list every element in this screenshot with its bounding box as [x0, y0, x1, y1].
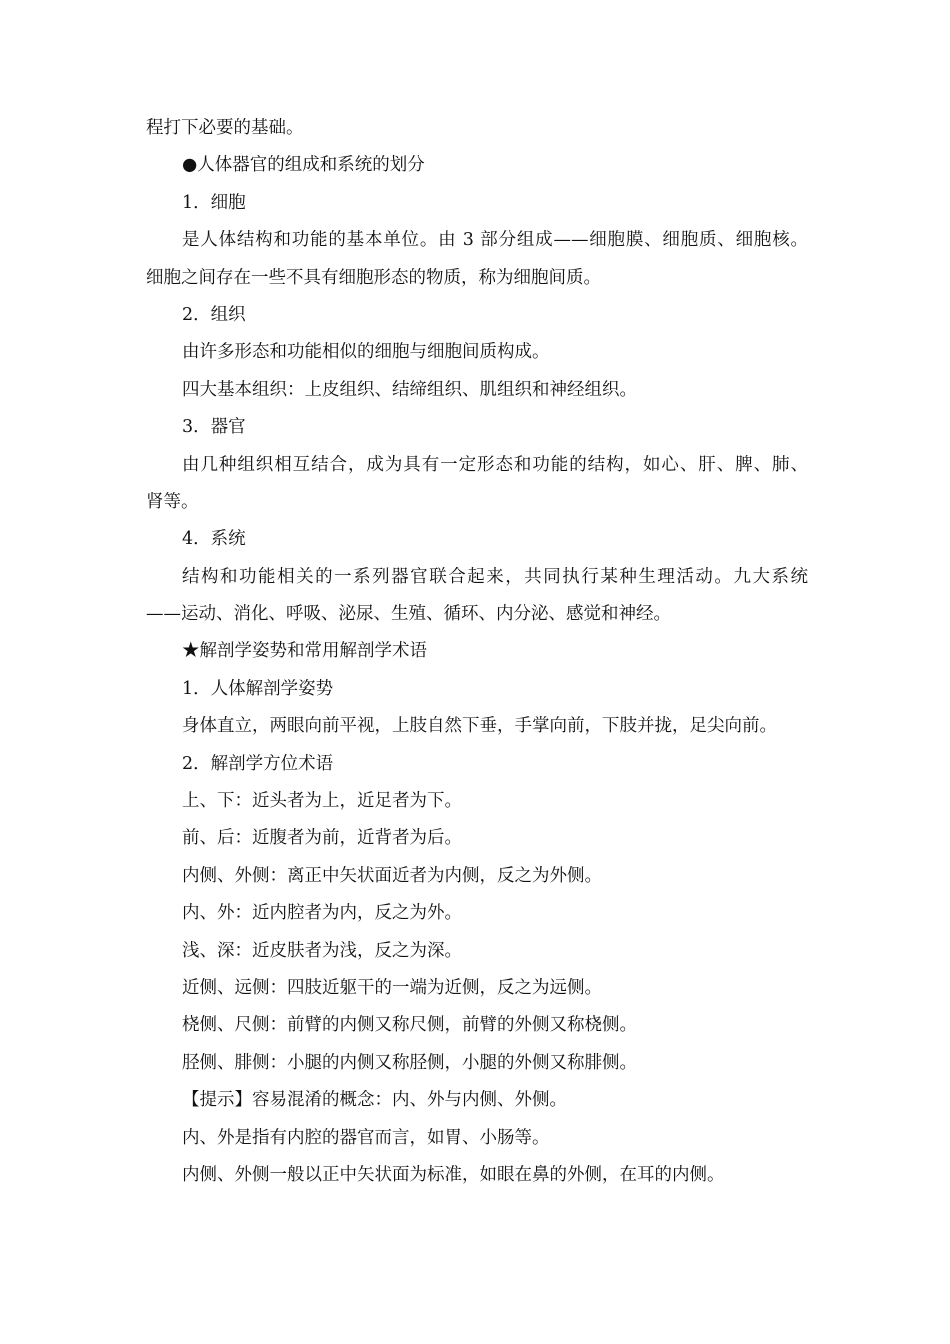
subheading-directional-terms: 2．解剖学方位术语	[182, 753, 334, 774]
paragraph-line: 内侧、外侧一般以正中矢状面为标准，如眼在鼻的外侧，在耳的内侧。	[182, 1164, 725, 1185]
paragraph-line: 是人体结构和功能的基本单位。由 3 部分组成——细胞膜、细胞质、细胞核。	[182, 230, 808, 251]
term-definition: 浅、深：近皮肤者为浅，反之为深。	[182, 940, 462, 961]
paragraph-line: 四大基本组织：上皮组织、结缔组织、肌组织和神经组织。	[182, 379, 637, 400]
subheading-anatomical-position: 1．人体解剖学姿势	[182, 678, 334, 699]
term-definition: 桡侧、尺侧：前臂的内侧又称尺侧，前臂的外侧又称桡侧。	[182, 1015, 637, 1036]
tip-note: 【提示】容易混淆的概念：内、外与内侧、外侧。	[182, 1090, 567, 1111]
paragraph-line: 肾等。	[146, 491, 199, 512]
paragraph-line: 由许多形态和功能相似的细胞与细胞间质构成。	[182, 342, 550, 363]
paragraph-line: 身体直立，两眼向前平视，上肢自然下垂，手掌向前，下肢并拢，足尖向前。	[182, 716, 777, 737]
term-definition: 近侧、远侧：四肢近躯干的一端为近侧，反之为远侧。	[182, 977, 602, 998]
term-definition: 上、下：近头者为上，近足者为下。	[182, 791, 462, 812]
subheading-organ: 3．器官	[182, 417, 246, 438]
term-definition: 胫侧、腓侧：小腿的内侧又称胫侧，小腿的外侧又称腓侧。	[182, 1052, 637, 1073]
paragraph-line: 结构和功能相关的一系列器官联合起来，共同执行某种生理活动。九大系统	[182, 566, 808, 587]
paragraph-line: 由几种组织相互结合，成为具有一定形态和功能的结构，如心、肝、脾、肺、	[182, 454, 808, 475]
term-definition: 前、后：近腹者为前，近背者为后。	[182, 828, 462, 849]
paragraph-line: 细胞之间存在一些不具有细胞形态的物质，称为细胞间质。	[146, 267, 601, 288]
paragraph-line: ——运动、消化、呼吸、泌尿、生殖、循环、内分泌、感觉和神经。	[146, 604, 671, 625]
term-definition: 内、外：近内腔者为内，反之为外。	[182, 903, 462, 924]
term-definition: 内侧、外侧：离正中矢状面近者为内侧，反之为外侧。	[182, 865, 602, 886]
subheading-system: 4．系统	[182, 529, 246, 550]
section-heading-anatomical-position: ★解剖学姿势和常用解剖学术语	[182, 641, 427, 662]
subheading-cell: 1．细胞	[182, 192, 246, 213]
document-page	[146, 110, 808, 1194]
paragraph-line: 内、外是指有内腔的器官而言，如胃、小肠等。	[182, 1127, 550, 1148]
section-heading-organ-composition: ●人体器官的组成和系统的划分	[182, 155, 425, 176]
subheading-tissue: 2．组织	[182, 304, 246, 325]
paragraph-continuation: 程打下必要的基础。	[146, 118, 304, 138]
